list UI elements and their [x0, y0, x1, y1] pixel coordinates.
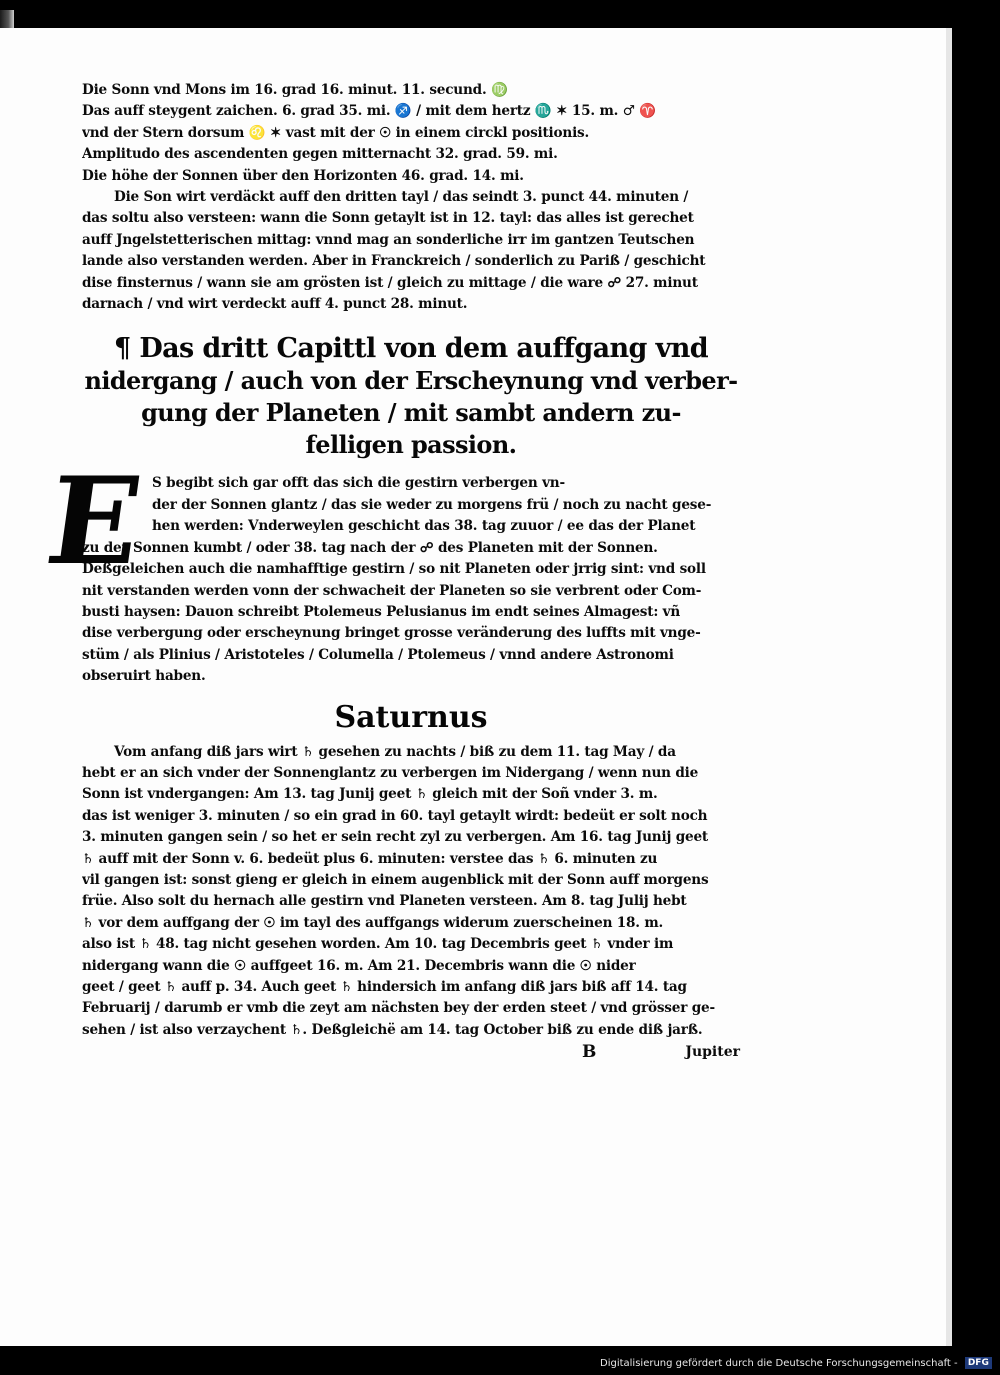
signature-mark: B [582, 1042, 597, 1063]
section-title-saturnus: Saturnus [334, 699, 488, 735]
paragraph-eclipse [82, 187, 740, 315]
text-line: Die höhe der Sonnen über den Horizonten 46. grad. 14. mi. [82, 167, 524, 184]
text-line: vil gangen ist: sonst gieng er gleich in einem augenblick mit der Sonn auff morgens [82, 871, 709, 888]
dfg-logo-icon: DFG [965, 1357, 992, 1369]
text-line: ♄ auff mit der Sonn v. 6. bedeüt plus 6. minuten: verstee das ♄ 6. minuten zu [82, 850, 658, 867]
text-line: lande also verstanden werden. Aber in Franckreich / sonderlich zu Pariß / geschicht [82, 253, 706, 270]
page-foot-row [82, 1041, 740, 1063]
text-line: der der Sonnen glantz / das sie weder zu morgens frü / noch zu nacht gese- [152, 496, 712, 513]
text-line: Februarij / darumb er vmb die zeyt am nächsten bey der erden steet / vnd grösser ge- [82, 1000, 715, 1017]
chapter-heading [82, 333, 740, 461]
text-line: hen werden: Vnderweylen geschicht das 38. tag zuuor / ee das der Planet [152, 518, 696, 535]
text-line: Amplitudo des ascendenten gegen mitternacht 32. grad. 59. mi. [82, 146, 558, 163]
decorated-initial: E [38, 451, 151, 593]
text-line: auff Jngelstetterischen mittag: vnnd mag an sonderliche irr im gantzen Teutschen [82, 231, 695, 248]
text-line: nit verstanden werden vonn der schwacheit der Planeten so sie verbrent oder Com- [82, 582, 702, 599]
heading-line: gung der Planeten / mit sambt andern zu- [141, 398, 681, 428]
heading-line: felligen passion. [305, 430, 517, 460]
text-line: früe. Also solt du hernach alle gestirn vnd Planeten versteen. Am 8. tag Julij hebt [82, 893, 687, 910]
text-line: busti haysen: Dauon schreibt Ptolemeus Pelusianus im endt seines Almagest: vñ [82, 603, 681, 620]
text-line: geet / geet ♄ auff p. 34. Auch geet ♄ hindersich im anfang diß jars biß aff 14. tag [82, 979, 687, 995]
text-line: obseruirt haben. [82, 668, 206, 685]
heading-line: ¶ Das dritt Capittl von dem auffgang vnd [113, 333, 709, 365]
paragraph-rising-setting [38, 451, 740, 687]
text-line: Die Sonn vnd Mons im 16. grad 16. minut. 11. secund. ♍ [82, 82, 508, 98]
digitization-credit [600, 1356, 992, 1372]
text-line: vnd der Stern dorsum ♌ ✶ vast mit der ☉ in einem circkl positionis. [82, 124, 590, 141]
page-text [38, 80, 740, 1063]
text-line: Sonn ist vndergangen: Am 13. tag Junij geet ♄ gleich mit der Soñ vnder 3. m. [82, 786, 658, 803]
text-line: Die Son wirt verdäckt auff den dritten tayl / das seindt 3. punct 44. minuten / [114, 189, 689, 206]
heading-line: nidergang / auch von der Erscheynung vnd verber- [84, 366, 738, 396]
paragraph-saturnus [82, 742, 740, 1042]
text-line: das ist weniger 3. minuten / so ein grad in 60. tayl getaylt wirdt: bedeüt er solt noch [82, 807, 708, 824]
text-line: dise verbergung oder erscheynung bringet grosse veränderung des luffts mit vnge- [82, 625, 701, 642]
text-line: Vom anfang diß jars wirt ♄ gesehen zu nachts / biß zu dem 11. tag May / da [114, 743, 676, 760]
text-line: ♄ vor dem auffgang der ☉ im tayl des auffgangs widerum zuerscheinen 18. m. [82, 914, 664, 931]
text-line: S begibt sich gar offt das sich die gestirn verbergen vn- [152, 475, 565, 492]
text-line: hebt er an sich vnder der Sonnenglantz zu verbergen im Nidergang / wenn nun die [82, 764, 699, 781]
text-line: darnach / vnd wirt verdeckt auff 4. punct 28. minut. [82, 296, 468, 313]
credit-text: Digitalisierung gefördert durch die Deutsche Forschungsgemeinschaft - [600, 1358, 958, 1369]
top-lines [82, 80, 740, 187]
text-line: stüm / als Plinius / Aristoteles / Columella / Ptolemeus / vnnd andere Astronomi [82, 646, 674, 663]
text-line: dise finsternus / wann sie am grösten ist / gleich zu mittage / die ware ☍ 27. minut [82, 274, 698, 291]
text-line: sehen / ist also verzaychent ♄. Deßgleichë am 14. tag October biß zu ende diß jarß. [82, 1021, 703, 1038]
text-line: zu der Sonnen kumbt / oder 38. tag nach der ☍ des Planeten mit der Sonnen. [82, 539, 658, 556]
text-line: Deßgeleichen auch die namhafftige gestirn / so nit Planeten oder jrrig sint: vnd soll [82, 561, 706, 578]
text-line: nidergang wann die ☉ auffgeet 16. m. Am 21. Decembris wann die ☉ nider [82, 957, 636, 974]
text-line: Das auff steygent zaichen. 6. grad 35. mi. ♐ / mit dem hertz ♏ ✶ 15. m. ♂ ♈ [82, 103, 656, 120]
text-line: also ist ♄ 48. tag nicht gesehen worden. Am 10. tag Decembris geet ♄ vnder im [82, 936, 674, 953]
text-line: 3. minuten gangen sein / so het er sein recht zyl zu verbergen. Am 16. tag Junij geet [82, 829, 708, 846]
catchword: Jupiter [685, 1044, 740, 1061]
text-line: das soltu also versteen: wann die Sonn getaylt ist in 12. tayl: das alles ist gerechet [82, 210, 694, 227]
